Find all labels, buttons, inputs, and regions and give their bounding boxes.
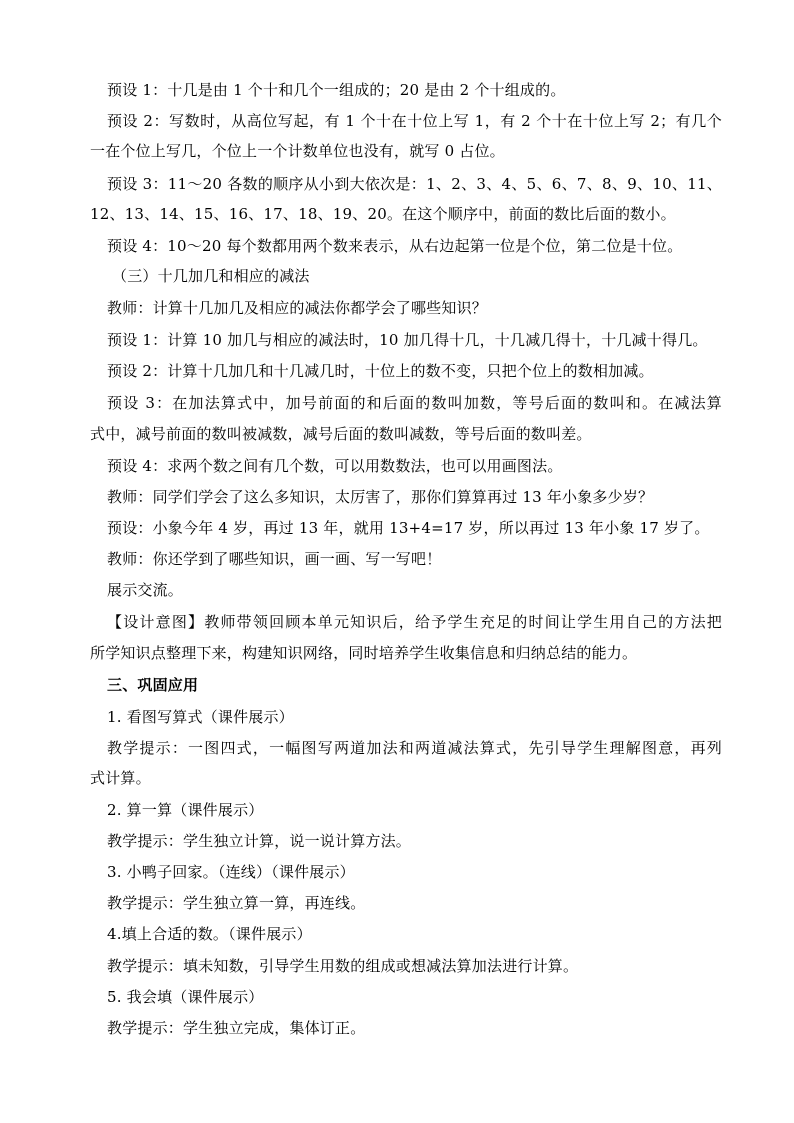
exercise-title: 5. 我会填（课件展示） [107,988,264,1006]
exercise-title: 2. 算一算（课件展示） [107,801,264,819]
section-heading: （三）十几加几和相应的减法 [112,267,310,285]
paragraph-line: 式计算。 [90,769,151,787]
paragraph-line: 式中，减号前面的数叫被减数，减号后面的数叫减数，等号后面的数叫差。 [90,425,592,443]
paragraph-line: 预设 3：11～20 各数的顺序从小到大依次是：1、2、3、4、5、6、7、8、9、10、11、 [107,175,722,193]
exercise-title: 1. 看图写算式（课件展示） [107,708,294,726]
paragraph-line: 展示交流。 [107,581,184,599]
exercise-title: 3. 小鸭子回家。（连线）（课件展示） [107,863,355,881]
paragraph-line: 预设 2：写数时，从高位写起，有 1 个十在十位上写 1，有 2 个十在十位上写 2；有几个 [107,112,722,130]
paragraph-line: 教学提示：填未知数，引导学生用数的组成或想减法算加法进行计算。 [107,957,579,975]
paragraph-line: 教师：计算十几加几及相应的减法你都学会了哪些知识？ [107,299,488,317]
paragraph-line: 教师：你还学到了哪些知识，画一画、写一写吧！ [107,550,442,568]
paragraph-line: 教师：同学们学会了这么多知识，太厉害了，那你们算算再过 13 年小象多少岁？ [107,488,654,506]
paragraph-line: 预设 2：计算十几加几和十几减几时，十位上的数不变，只把个位上的数相加减。 [107,362,654,380]
paragraph-line: 所学知识点整理下来，构建知识网络，同时培养学生收集信息和归纳总结的能力。 [90,644,638,662]
paragraph-line: 预设 4：10～20 每个数都用两个数来表示，从右边起第一位是个位，第二位是十位。 [107,237,683,255]
paragraph-line: 预设 1：十几是由 1 个十和几个一组成的；20 是由 2 个十组成的。 [107,81,566,99]
design-intent-line: 【设计意图】教师带领回顾本单元知识后，给予学生充足的时间让学生用自己的方法把 [107,613,722,631]
paragraph-line: 预设 4：求两个数之间有几个数，可以用数数法，也可以用画图法。 [107,457,563,475]
paragraph-line: 教学提示：学生独立完成，集体订正。 [107,1019,366,1037]
paragraph-line: 一在个位上写几，个位上一个计数单位也没有，就写 0 占位。 [90,142,505,160]
section-heading: 三、巩固应用 [107,676,199,694]
paragraph-line: 教学提示：学生独立算一算，再连线。 [107,894,366,912]
paragraph-line: 预设 1：计算 10 加几与相应的减法时，10 加几得十几，十几减几得十，十几减十得几。 [107,331,708,349]
paragraph-line: 预设：小象今年 4 岁，再过 13 年，就用 13+4=17 岁，所以再过 13 年小象 17 岁了。 [107,519,710,537]
paragraph-line: 教学提示：一图四式，一幅图写两道加法和两道减法算式，先引导学生理解图意，再列 [107,739,722,757]
paragraph-line: 教学提示：学生独立计算，说一说计算方法。 [107,832,412,850]
paragraph-line: 12、13、14、15、16、17、18、19、20。在这个顺序中，前面的数比后面的数小。 [90,205,676,223]
paragraph-line: 预设 3：在加法算式中，加号前面的和后面的数叫加数，等号后面的数叫和。在减法算 [107,394,722,412]
exercise-title: 4.填上合适的数。（课件展示） [107,925,312,943]
